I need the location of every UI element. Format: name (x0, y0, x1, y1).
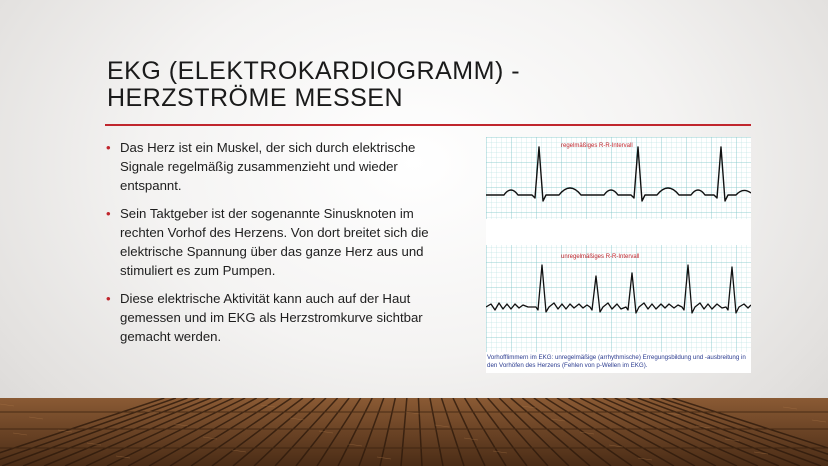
figure-caption: Vorhofflimmern im EKG: unregelmäßige (arrhythmische) Erregungsbildung und -ausbreitung in den Vorhöfen des Herzens (Fehlen von p-Wellen im EKG). (487, 354, 746, 369)
ecg-figure (486, 137, 751, 373)
bullet-text: Das Herz ist ein Muskel, der sich durch elektrische Signale regelmäßig zusammenzieht und wieder entspannt. (120, 140, 416, 193)
bullet-text: Sein Taktgeber ist der sogenannte Sinusknoten im rechten Vorhof des Herzens. Von dort breitet sich die elektrische Spannung über das ganze Herz aus und stimuliert es zum Pumpen. (120, 206, 429, 278)
bullet-item (105, 289, 460, 346)
ecg-strip-irregular (486, 245, 751, 352)
slide-title (107, 58, 707, 112)
ecg-strip-regular (486, 137, 751, 219)
bullet-marker: • (106, 140, 111, 155)
ecg-image (486, 137, 751, 373)
bullet-item (105, 138, 460, 195)
wooden-floor (0, 398, 828, 466)
strip-label-regular: regelmäßiges R-R-Intervall (561, 143, 633, 149)
title-divider (105, 124, 751, 126)
bullet-marker: • (106, 291, 111, 306)
title-line-1: EKG (ELEKTROKARDIOGRAMM) - (107, 57, 521, 85)
title-line-2: HERZSTRÖME MESSEN (107, 84, 404, 112)
bullet-marker: • (106, 206, 111, 221)
bullet-list (105, 138, 460, 355)
strip-label-irregular: unregelmäßiges R-R-Intervall (561, 254, 640, 260)
bullet-text: Diese elektrische Aktivität kann auch auf der Haut gemessen und im EKG als Herzstromkurve sichtbar gemacht werden. (120, 291, 423, 344)
floor-texture (0, 398, 828, 466)
bullet-item (105, 204, 460, 280)
